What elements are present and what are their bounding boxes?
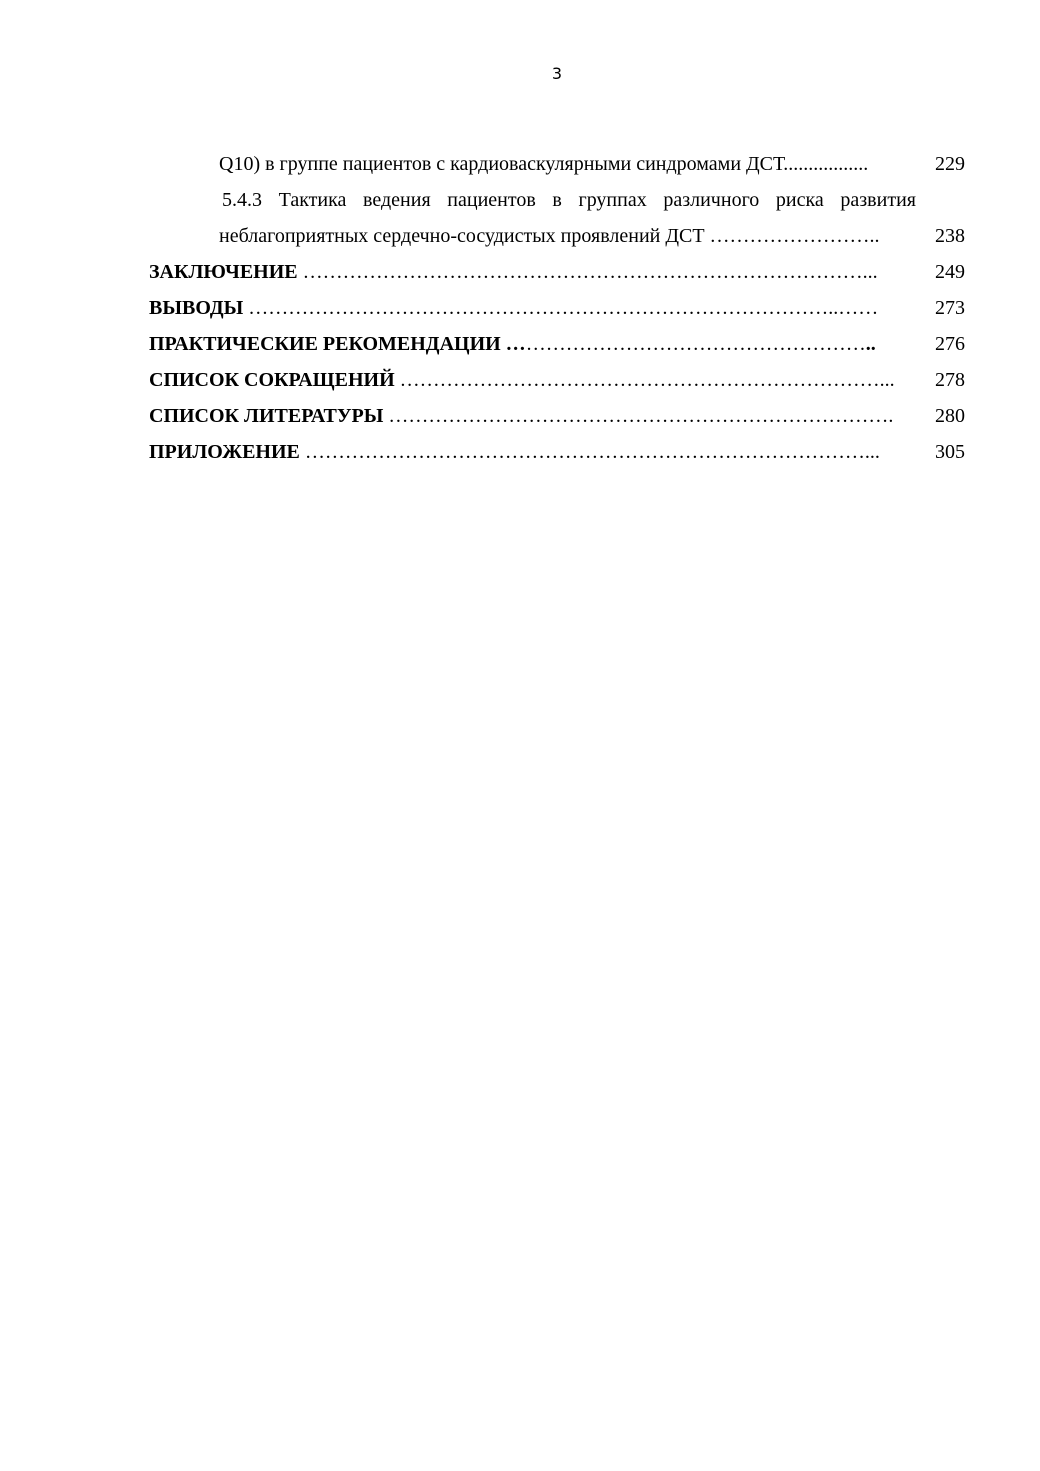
toc-word: группах	[578, 189, 647, 211]
toc-leader-dots: ……………………………………………	[525, 333, 866, 355]
toc-entry-title: ВЫВОДЫ	[149, 297, 244, 319]
toc-word: в	[552, 189, 562, 211]
toc-entry-conclusion	[149, 259, 979, 285]
toc-entry-text: Q10) в группе пациентов с кардиоваскулярными синдромами ДСТ.................	[219, 153, 869, 175]
toc-leader-dots: …………………………………………………………………………...	[297, 261, 878, 283]
toc-page-number: 229	[935, 153, 965, 175]
toc-entry-text: неблагоприятных сердечно-сосудистых проявлений ДСТ ……………………..	[219, 225, 880, 247]
toc-entry-title: СПИСОК ЛИТЕРАТУРЫ	[149, 405, 384, 427]
toc-page-number: 280	[935, 405, 965, 427]
toc-entry-543-justified	[222, 187, 916, 213]
toc-leader-dots: ………………………………………………………………...	[394, 369, 895, 391]
toc-leader-dots: …………………………………………………………………………...	[299, 441, 880, 463]
toc-word: пациентов	[447, 189, 536, 211]
toc-word: 5.4.3	[222, 189, 262, 211]
toc-entry-title: ПРАКТИЧЕСКИЕ РЕКОМЕНДАЦИИ …	[149, 333, 526, 355]
toc-page-number: 278	[935, 369, 965, 391]
toc-entry-543-line2	[219, 223, 979, 249]
toc-entry-conclusions-list	[149, 295, 979, 321]
page-number: 3	[551, 64, 563, 83]
toc-page-number: 305	[935, 441, 965, 463]
toc-entry-543-line1	[222, 187, 916, 213]
toc-entry-title: ПРИЛОЖЕНИЕ	[149, 441, 300, 463]
toc-entry-references	[149, 403, 979, 429]
toc-word: Тактика	[278, 189, 347, 211]
toc-page-number: 273	[935, 297, 965, 319]
toc-page-number: 276	[935, 333, 965, 355]
toc-entry-title: СПИСОК СОКРАЩЕНИЙ	[149, 369, 395, 391]
toc-page-number: 238	[935, 225, 965, 247]
toc-entry-appendix	[149, 439, 979, 465]
toc-entry-title: ЗАКЛЮЧЕНИЕ	[149, 261, 298, 283]
toc-word: различного	[663, 189, 760, 211]
toc-word: риска	[775, 189, 824, 211]
toc-leader-dots: ………………………………………………………………….	[383, 405, 894, 427]
toc-word: ведения	[363, 189, 431, 211]
toc-leader-end: ..	[865, 333, 876, 355]
toc-page-number: 249	[935, 261, 965, 283]
toc-entry-recommendations	[149, 331, 979, 357]
toc-entry-abbreviations	[149, 367, 979, 393]
toc-word: развития	[840, 189, 916, 211]
toc-leader-dots: ……………………………………………………………………………..……	[243, 297, 879, 319]
toc-entry-q10	[219, 151, 979, 177]
